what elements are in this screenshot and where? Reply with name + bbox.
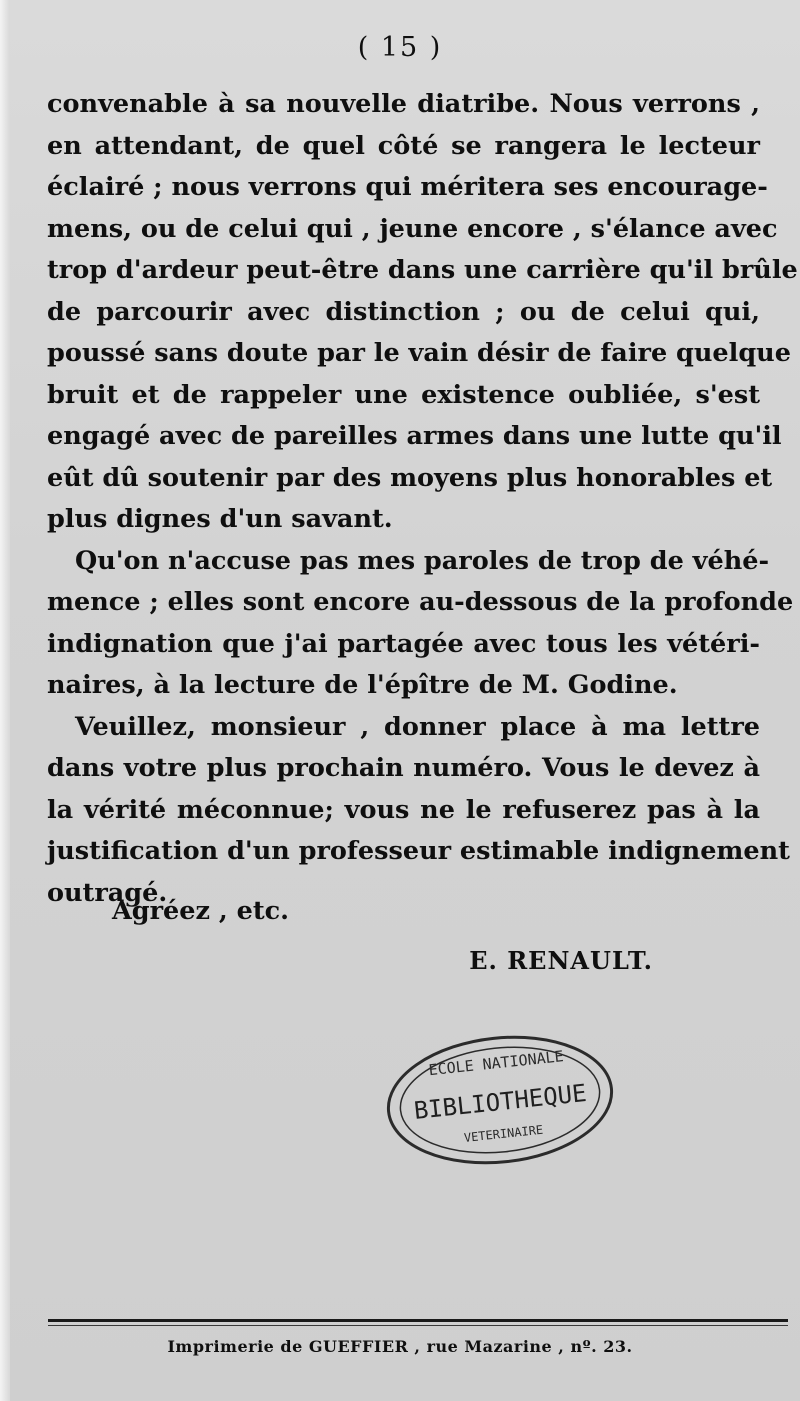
stamp-top-text: ECOLE NATIONALE (427, 1047, 565, 1080)
text-line: outragé. (47, 877, 168, 908)
text-line: Qu'on n'accuse pas mes paroles de trop de véhé- (75, 545, 770, 576)
text-line: de parcourir avec distinction ; ou de celui qui, (47, 296, 760, 327)
footer-rule (48, 1319, 788, 1322)
text-line: engagé avec de pareilles armes dans une lutte qu'il (47, 421, 782, 451)
page-edge (0, 0, 10, 1401)
text-line: mens, ou de celui qui , jeune encore , s'élance avec (47, 213, 778, 244)
library-stamp (380, 1030, 620, 1170)
text-line: indignation que j'ai partagée avec tous les vétéri- (47, 628, 760, 659)
letter-body (47, 84, 798, 914)
signature: E. RENAULT. (469, 946, 653, 975)
closing-salutation: Agréez , etc. (112, 896, 290, 926)
stamp-main-text: BIBLIOTHEQUE (412, 1079, 588, 1125)
text-line: eût dû soutenir par des moyens plus honorables et (47, 462, 773, 493)
text-line: dans votre plus prochain numéro. Vous le devez à (47, 753, 760, 783)
text-line: trop d'ardeur peut-être dans une carrière qu'il brûle (47, 255, 798, 285)
text-line: mence ; elles sont encore au-dessous de la profonde (47, 587, 794, 617)
stamp-bottom-text: VETERINAIRE (463, 1122, 544, 1145)
text-line: naires, à la lecture de l'épître de M. Godine. (47, 670, 678, 700)
text-line: en attendant, de quel côté se rangera le lecteur (47, 130, 760, 161)
text-line: plus dignes d'un savant. (47, 504, 393, 534)
text-line: poussé sans doute par le vain désir de faire quelque (47, 338, 791, 368)
text-line: la vérité méconnue; vous ne le refuserez pas à la (47, 794, 760, 825)
text-line: Veuillez, monsieur , donner place à ma lettre (75, 711, 760, 742)
page-number: ( 15 ) (357, 32, 443, 63)
text-line: bruit et de rappeler une existence oubliée, s'est (47, 379, 760, 410)
printer-imprint: Imprimerie de GUEFFIER , rue Mazarine , nº. 23. (167, 1337, 633, 1356)
text-line: éclairé ; nous verrons qui méritera ses encourage- (47, 172, 768, 202)
text-line: convenable à sa nouvelle diatribe. Nous verrons , (47, 89, 760, 119)
text-line: justification d'un professeur estimable indignement (47, 836, 790, 866)
footer-rule-thin (48, 1325, 788, 1326)
